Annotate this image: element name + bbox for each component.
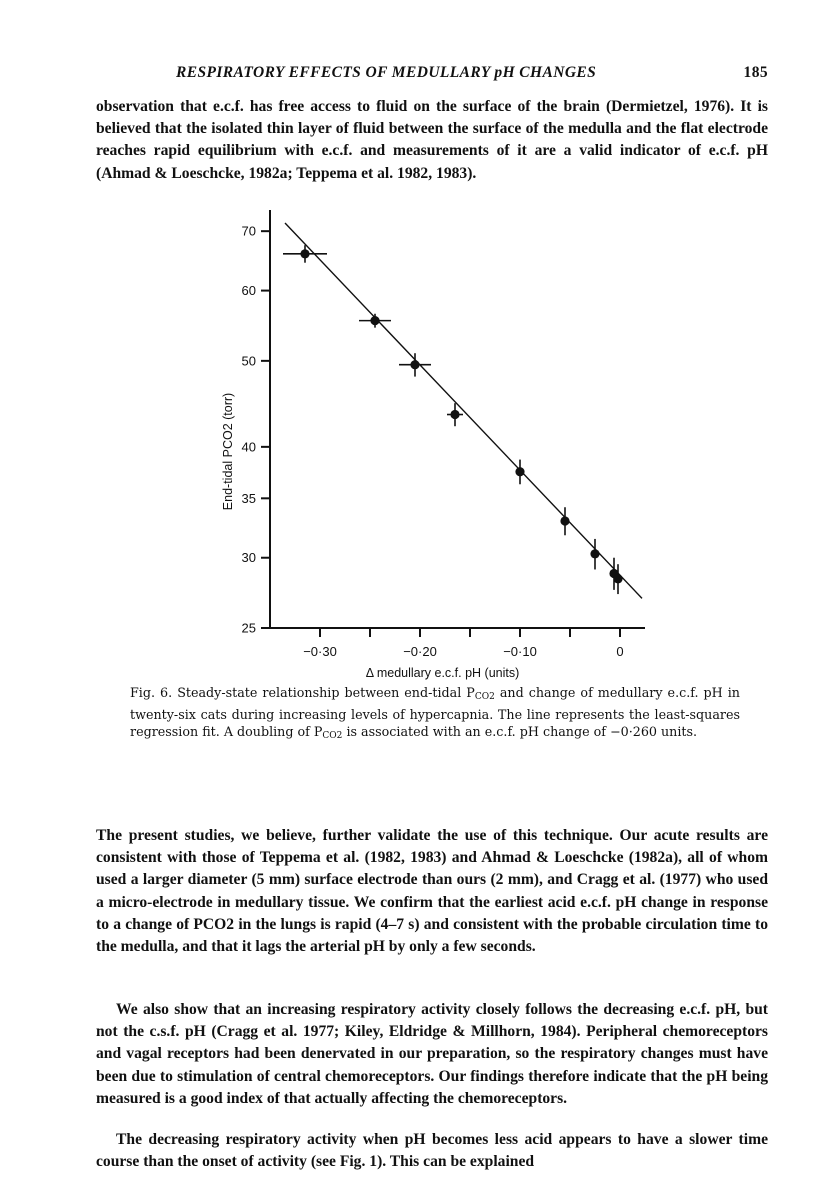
running-title: RESPIRATORY EFFECTS OF MEDULLARY pH CHANGES bbox=[176, 64, 597, 81]
caption-text-c: is associated with an e.c.f. pH change of −0·260 units. bbox=[342, 724, 698, 739]
y-tick-label: 50 bbox=[241, 353, 256, 369]
figure-caption bbox=[130, 684, 740, 745]
running-header bbox=[96, 64, 768, 86]
y-tick-label: 35 bbox=[241, 490, 256, 506]
page-number: 185 bbox=[743, 64, 768, 81]
caption-text-a: Steady-state relationship between end-tidal P bbox=[177, 685, 475, 700]
regression-line bbox=[285, 223, 642, 598]
caption-text-b: and change of medullary e.c.f. pH in twenty-six cats during increasing levels of hypercapnia. The line represents the least-squares regression fit. A doubling of P bbox=[130, 685, 740, 739]
y-tick-label: 70 bbox=[241, 223, 256, 239]
pco2-ph-scatter-chart bbox=[200, 205, 660, 685]
y-tick-label: 60 bbox=[241, 283, 256, 299]
data-point bbox=[590, 549, 599, 558]
caption-sub-a: CO2 bbox=[474, 692, 495, 702]
data-point bbox=[370, 316, 379, 325]
data-point bbox=[613, 574, 622, 583]
x-axis-label: Δ medullary e.c.f. pH (units) bbox=[365, 666, 520, 680]
x-tick-label: −0·20 bbox=[403, 644, 437, 659]
paragraph-1: observation that e.c.f. has free access to fluid on the surface of the brain (Dermietzel, 1976). It is believed that the isolated thin layer of fluid between the surface of the medulla and the flat electrode reaches rapid equilibrium with e.c.f. and measurements of it are a valid indicator of e.c.f. pH (Ahmad & Loeschcke, 1982a; Teppema et al. 1982, 1983). bbox=[96, 98, 768, 182]
x-tick-label: 0 bbox=[616, 644, 624, 659]
y-axis-label: End-tidal PCO2 (torr) bbox=[221, 392, 235, 511]
data-point bbox=[515, 467, 524, 476]
data-point bbox=[450, 410, 459, 419]
paragraph-4: The decreasing respiratory activity when pH becomes less acid appears to have a slower time course than the onset of activity (see Fig. 1). This can be explained bbox=[96, 1131, 768, 1171]
y-tick-label: 40 bbox=[241, 439, 256, 455]
x-tick-label: −0·30 bbox=[303, 644, 337, 659]
data-point bbox=[560, 516, 569, 525]
data-point bbox=[300, 249, 309, 258]
y-tick-label: 25 bbox=[241, 620, 256, 636]
figure-6 bbox=[200, 205, 660, 685]
paragraph-3: We also show that an increasing respiratory activity closely follows the decreasing e.c.f. pH, but not the c.s.f. pH (Cragg et al. 1977; Kiley, Eldridge & Millhorn, 1984). Peripheral chemoreceptors and vagal receptors had been denervated in our preparation, so the respiratory changes must have been due to stimulation of central chemoreceptors. Our findings therefore indicate that the pH being measured is a good index of that actually affecting the chemoreceptors. bbox=[96, 1001, 768, 1107]
data-point bbox=[410, 360, 419, 369]
caption-sub-b: CO2 bbox=[322, 731, 343, 741]
paragraph-2: The present studies, we believe, further validate the use of this technique. Our acute results are consistent with those of Teppema et al. (1982, 1983) and Ahmad & Loeschcke (1982a), all of whom used a larger diameter (5 mm) surface electrode than ours (2 mm), and Cragg et al. (1977) who used a micro-electrode in medullary tissue. We confirm that the earliest acid e.c.f. pH change in response to a change of PCO2 in the lungs is rapid (4–7 s) and consistent with the probable circulation time to the medulla, and that it lags the arterial pH by only a few seconds. bbox=[96, 827, 768, 956]
y-tick-label: 30 bbox=[241, 550, 256, 566]
caption-label: Fig. 6. bbox=[130, 685, 173, 700]
x-tick-label: −0·10 bbox=[503, 644, 537, 659]
